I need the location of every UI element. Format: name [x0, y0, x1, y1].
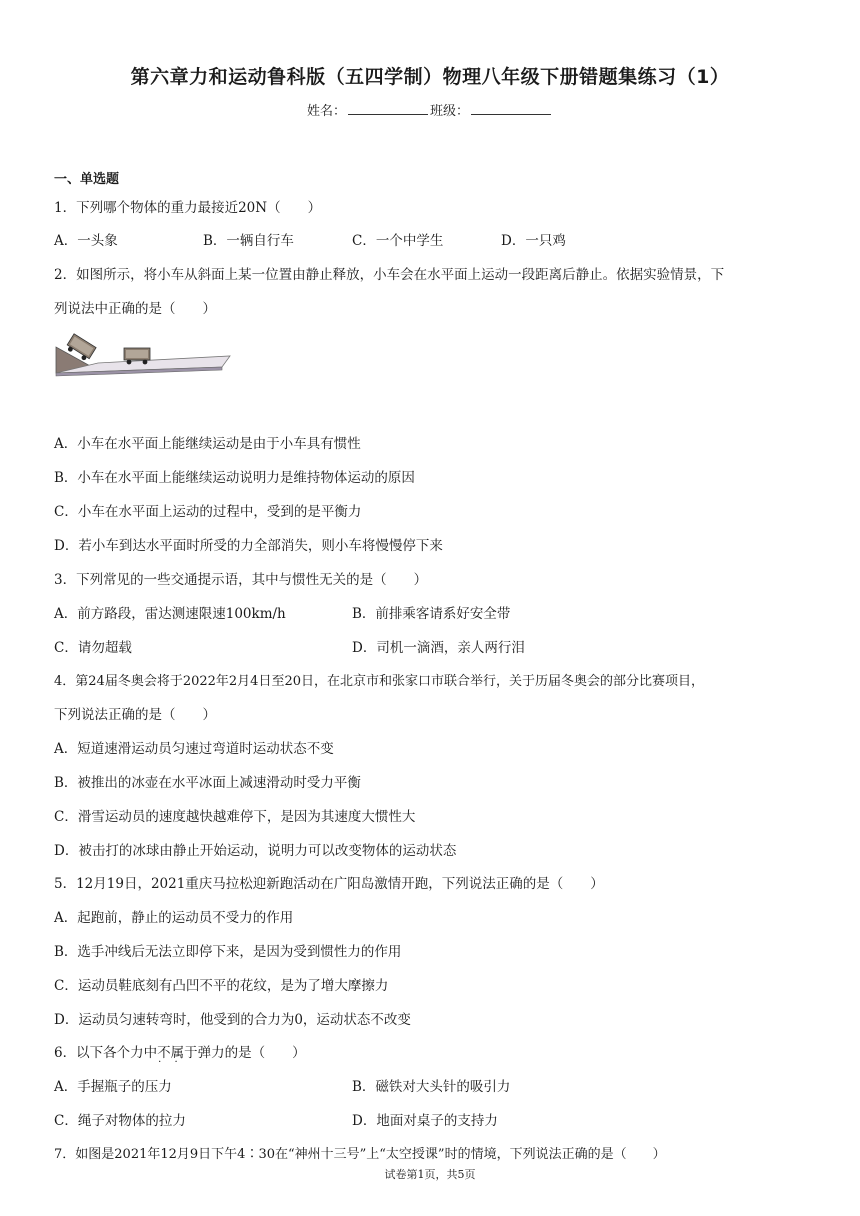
q5-option-d: D．运动员匀速转弯时，他受到的合力为0，运动状态不改变	[54, 1012, 411, 1028]
document-title: 第六章力和运动鲁科版（五四学制）物理八年级下册错题集练习（1）	[130, 66, 730, 88]
q6-stem-part-3: 弹力的是（ ）	[197, 1045, 306, 1061]
question-6-stem	[54, 1041, 306, 1061]
q4-option-d: D．被击打的冰球由静止开始运动，说明力可以改变物体的运动状态	[54, 843, 457, 859]
question-3-stem: 3．下列常见的一些交通提示语，其中与惯性无关的是（ ）	[54, 572, 428, 588]
q5-option-b: B．选手冲线后无法立即停下来，是因为受到惯性力的作用	[54, 944, 402, 960]
q4-option-c: C．滑雪运动员的速度越快越难停下，是因为其速度大惯性大	[54, 809, 416, 825]
q6-option-b: B．磁铁对大头针的吸引力	[352, 1079, 511, 1095]
q3-option-b: B．前排乘客请系好安全带	[352, 606, 511, 622]
question-4-stem-line-2: 下列说法正确的是（ ）	[54, 707, 216, 723]
question-1-stem: 1．下列哪个物体的重力最接近20N（ ）	[54, 200, 322, 216]
q1-option-a: A．一头象	[54, 233, 118, 249]
name-label: 姓名：	[306, 104, 346, 119]
q1-option-d: D．一只鸡	[501, 233, 566, 249]
question-5-stem: 5．12月19日，2021重庆马拉松迎新跑活动在广阳岛激情开跑，下列说法正确的是（ ）	[54, 876, 604, 892]
q3-option-d: D．司机一滴酒，亲人两行泪	[352, 640, 525, 656]
q5-option-c: C．运动员鞋底刻有凸凹不平的花纹，是为了增大摩擦力	[54, 978, 389, 994]
student-info-bar	[0, 100, 860, 119]
class-blank	[471, 102, 551, 115]
question-2-stem-line-1: 2．如图所示，将小车从斜面上某一位置由静止释放，小车会在水平面上运动一段距离后静止。依据实验情景，下	[54, 267, 725, 283]
q2-option-c: C．小车在水平面上运动的过程中，受到的是平衡力	[54, 504, 362, 520]
page-footer: 试卷第1页，共5页	[384, 1168, 476, 1181]
q4-option-a: A．短道速滑运动员匀速过弯道时运动状态不变	[54, 741, 334, 757]
q6-option-a: A．手握瓶子的压力	[54, 1079, 172, 1095]
q2-option-d: D．若小车到达水平面时所受的力全部消失，则小车将慢慢停下来	[54, 538, 443, 554]
q6-emphasis-not: 不属于 · ·	[157, 1045, 198, 1061]
class-label: 班级：	[430, 104, 470, 119]
q1-option-c: C．一个中学生	[352, 233, 444, 249]
q5-option-a: A．起跑前，静止的运动员不受力的作用	[54, 910, 294, 926]
question-2-stem-line-2: 列说法中正确的是（ ）	[54, 301, 216, 317]
q6-stem-part-1: 6．以下各个力中	[54, 1045, 158, 1061]
q6-option-d: D．地面对桌子的支持力	[352, 1113, 498, 1129]
q2-option-b: B．小车在水平面上能继续运动说明力是维持物体运动的原因	[54, 470, 415, 486]
q6-option-c: C．绳子对物体的拉力	[54, 1113, 186, 1129]
incline-cart-figure	[54, 333, 234, 379]
question-4-stem-line-1: 4．第24届冬奥会将于2022年2月4日至20日，在北京市和张家口市联合举行，关于历届冬奥会的部分比赛项目，	[54, 674, 704, 689]
section-heading: 一、单选题	[54, 172, 120, 187]
q1-option-b: B．一辆自行车	[203, 233, 294, 249]
q2-option-a: A．小车在水平面上能继续运动是由于小车具有惯性	[54, 436, 361, 452]
q3-option-a: A．前方路段，雷达测速限速100km/h	[54, 606, 286, 622]
q4-option-b: B．被推出的冰壶在水平冰面上减速滑动时受力平衡	[54, 775, 361, 791]
question-7-stem: 7．如图是2021年12月9日下午4∶30在“神州十三号”上“太空授课”时的情境，下列说法正确的是（ ）	[54, 1147, 666, 1162]
name-blank	[348, 102, 428, 115]
q3-option-c: C．请勿超载	[54, 640, 132, 656]
